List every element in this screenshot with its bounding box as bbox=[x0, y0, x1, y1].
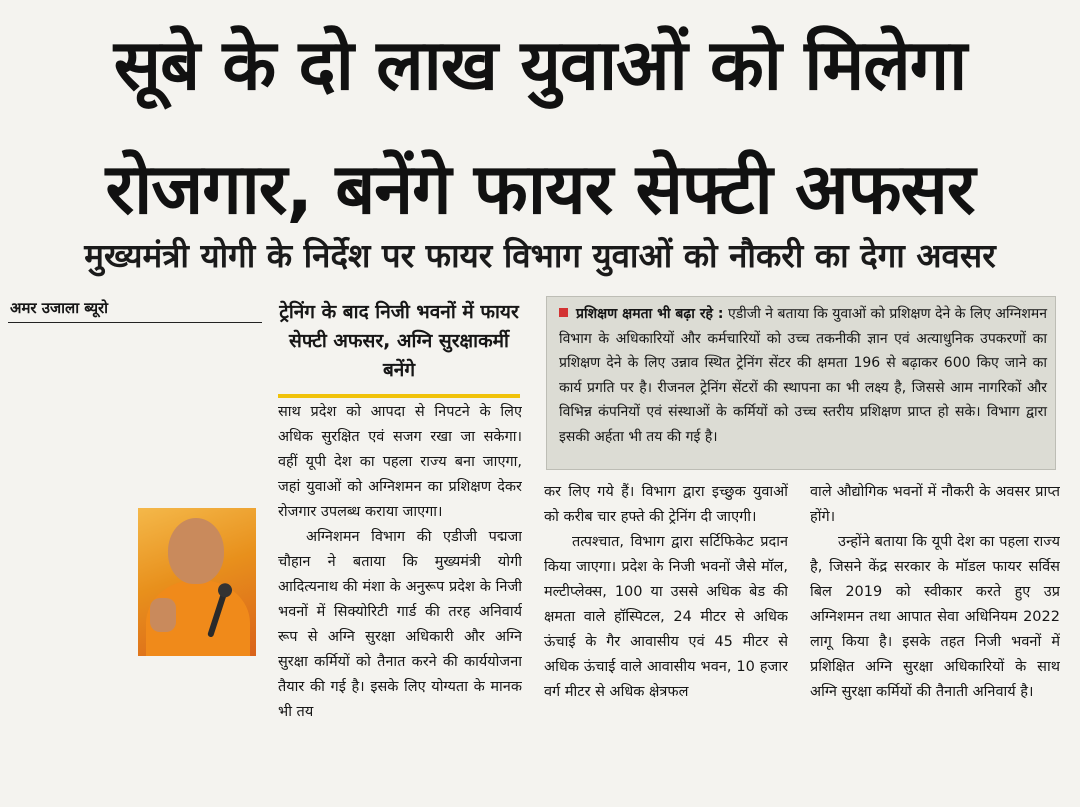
sidebox-lead: प्रशिक्षण क्षमता भी बढ़ा रहे : bbox=[576, 306, 724, 322]
top-rule-left bbox=[8, 322, 262, 323]
headline-line-2: रोजगार, बनेंगे फायर सेफ्टी अफसर bbox=[105, 148, 975, 230]
column-2-para-2: अग्निशमन विभाग की एडीजी पद्मजा चौहान ने बताया कि मुख्यमंत्री योगी आदित्यनाथ की मंशा के अनुरूप प्रदेश के निजी भवनों में सिक्योरिटी गार्ड की तरह अनिवार्य रूप से अग्नि सुरक्षा अधिकारी और अग्नि सुरक्षा कर्मियों को तैनात करने की कार्ययोजना तैयार की गई है। इसके लिए योग्यता के मानक भी तय bbox=[278, 529, 522, 720]
headline-line-1: सूबे के दो लाख युवाओं को मिलेगा bbox=[113, 24, 967, 106]
callout-accent-bar bbox=[278, 394, 520, 398]
column-2-para-1: साथ प्रदेश को आपदा से निपटने के लिए अधिक सुरक्षित एवं सजग रखा जा सकेगा। वहीं यूपी देश का पहला राज्य बना जाएगा, जहां युवाओं को अग्निशमन का प्रशिक्षण देकर रोजगार उपलब्ध कराया जाएगा। bbox=[278, 404, 522, 520]
subheadline: मुख्यमंत्री योगी के निर्देश पर फायर विभाग युवाओं को नौकरी का देगा अवसर bbox=[84, 236, 996, 275]
column-2 bbox=[278, 400, 522, 802]
column-1 bbox=[10, 346, 256, 802]
sidebox bbox=[546, 296, 1056, 470]
column-4 bbox=[810, 480, 1060, 802]
column-4-para-1: वाले औद्योगिक भवनों में नौकरी के अवसर प्राप्त होंगे। bbox=[810, 484, 1060, 525]
column-4-para-2: उन्होंने बताया कि यूपी देश का पहला राज्य है, जिसने केंद्र सरकार के मॉडल फायर सर्विस बिल 2019 को स्वीकार करते हुए उप्र अग्निशमन तथा आपात सेवा अधिनियम 2022 लागू किया है। इसके तहत निजी भवनों में प्रशिक्षित अग्नि सुरक्षा अधिकारियों के साथ अग्नि सुरक्षा कर्मियों की तैनाती अनिवार्य है। bbox=[810, 534, 1060, 700]
bullet-square-icon bbox=[559, 308, 568, 317]
sidebox-text: एडीजी ने बताया कि युवाओं को प्रशिक्षण देने के लिए अग्निशमन विभाग के अधिकारियों और कर्मचारियों को उच्च तकनीकी ज्ञान एवं अत्याधुनिक उपकरणों का प्रशिक्षण देने के लिए उन्नाव स्थित ट्रेनिंग सेंटर की क्षमता 196 से बढ़ाकर 600 किए जाने का कार्य प्रगति पर है। रीजनल ट्रेनिंग सेंटरों की स्थापना का भी लक्ष्य है, जिससे आम नागरिकों और विभिन्न कंपनियों एवं संस्थाओं के कर्मियों को उच्च स्तरीय प्रशिक्षण प्राप्त हो सके। विभाग द्वारा इसकी अर्हता भी तय की गई है। bbox=[559, 306, 1047, 445]
column-3 bbox=[544, 480, 788, 802]
column-3-para-2: तत्पश्चात, विभाग द्वारा सर्टिफिकेट प्रदान किया जाएगा। प्रदेश के निजी भवनों जैसे मॉल, मल्टीप्लेक्स, 100 या उससे अधिक बेड की क्षमता वाले हॉस्पिटल, 24 मीटर से अधिक ऊंचाई के गैर आवासीय एवं 45 मीटर से अधिक ऊंचाई वाले आवासीय भवन, 10 हजार वर्ग मीटर से अधिक क्षेत्रफल bbox=[544, 534, 788, 700]
column-3-para-1: कर लिए गये हैं। विभाग द्वारा इच्छुक युवाओं को करीब चार हफ्ते की ट्रेनिंग दी जाएगी। bbox=[544, 484, 788, 525]
yogi-photo bbox=[138, 508, 256, 656]
callout-heading: ट्रेनिंग के बाद निजी भवनों में फायर सेफ्टी अफसर, अग्नि सुरक्षाकर्मी बनेंगे bbox=[279, 301, 519, 381]
byline: अमर उजाला ब्यूरो bbox=[10, 299, 109, 317]
